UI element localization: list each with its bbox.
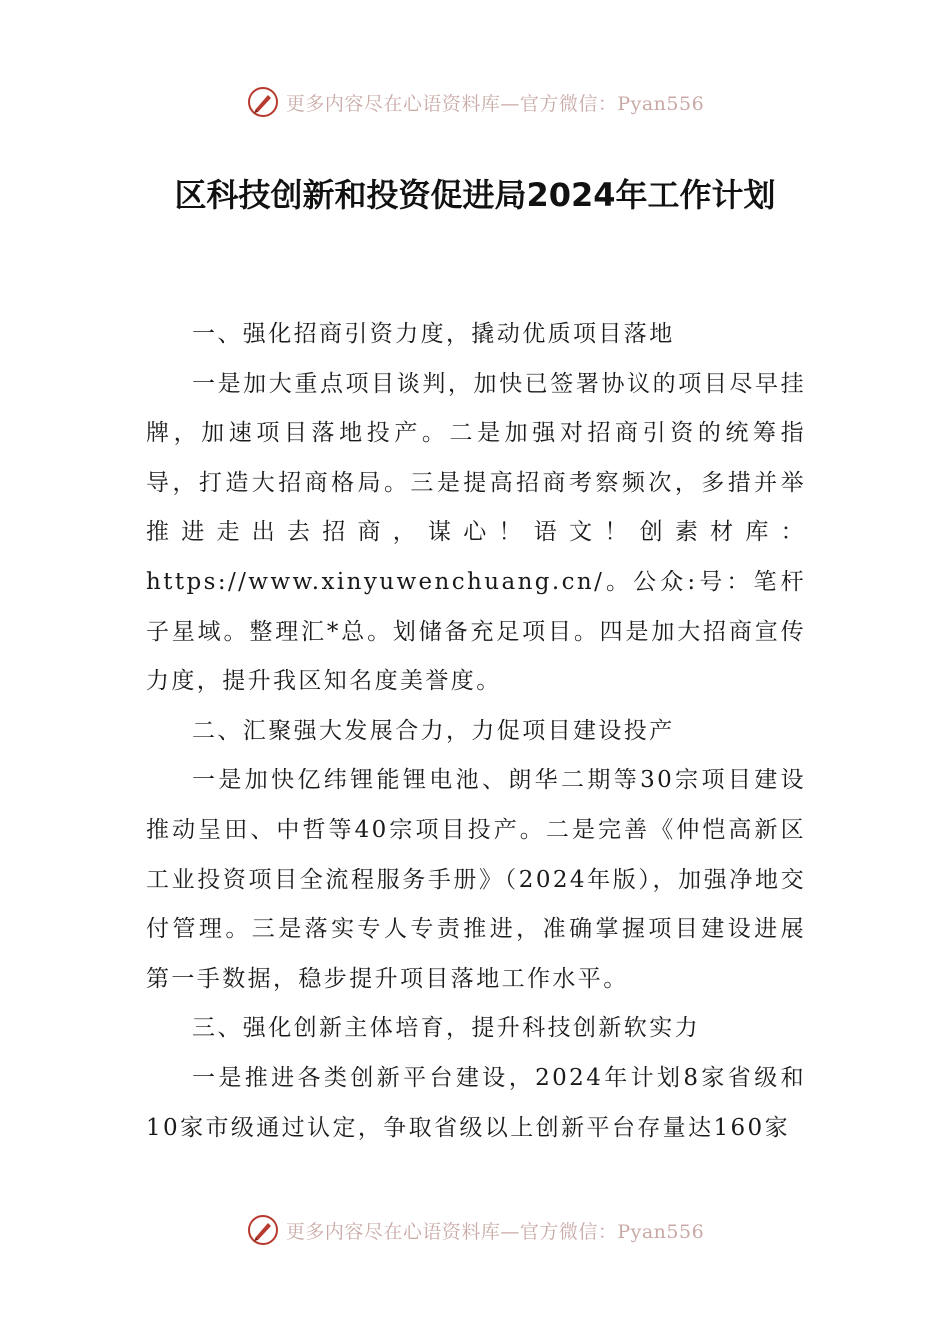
pen-logo-icon (246, 1213, 280, 1247)
pen-logo-icon (246, 85, 280, 119)
banner-text: 更多内容尽在心语资料库—官方微信：Pyan556 (285, 1220, 705, 1243)
document-body (146, 310, 806, 1153)
section-heading-2: 二、汇聚强大发展合力，力促项目建设投产 (192, 717, 675, 744)
section-heading-3: 三、强化创新主体培育，提升科技创新软实力 (192, 1015, 700, 1042)
paragraph-2: 一是加快亿纬锂能锂电池、朗华二期等30宗项目建设推动呈田、中哲等40宗项目投产。二是完善《仲恺高新区工业投资项目全流程服务手册》（2024年版），加强净地交付管理。三是落实专人专责推进，准确掌握项目建设进展第一手数据，稳步提升项目落地工作水平。 (146, 767, 806, 992)
paragraph-1: 一是加大重点项目谈判，加快已签署协议的项目尽早挂牌，加速项目落地投产。二是加强对招商引资的统筹指导，打造大招商格局。三是提高招商考察频次，多措并举推进走出去招商，谋心！语文！创素材库：https://www.xinyuwenchuang.cn/。公众:号：笔杆子星域。整理汇*总。划储备充足项目。四是加大招商宣传力度，提升我区知名度美誉度。 (146, 370, 806, 695)
document-title: 区科技创新和投资促进局2024年工作计划 (174, 176, 776, 214)
banner-text: 更多内容尽在心语资料库—官方微信：Pyan556 (285, 92, 705, 115)
watermark-banner-top (0, 82, 950, 122)
section-heading-1: 一、强化招商引资力度，撬动优质项目落地 (192, 321, 675, 347)
paragraph-3: 一是推进各类创新平台建设，2024年计划8家省级和10家市级通过认定，争取省级以上创新平台存量达160家 (146, 1064, 806, 1141)
watermark-banner-bottom (0, 1210, 950, 1250)
